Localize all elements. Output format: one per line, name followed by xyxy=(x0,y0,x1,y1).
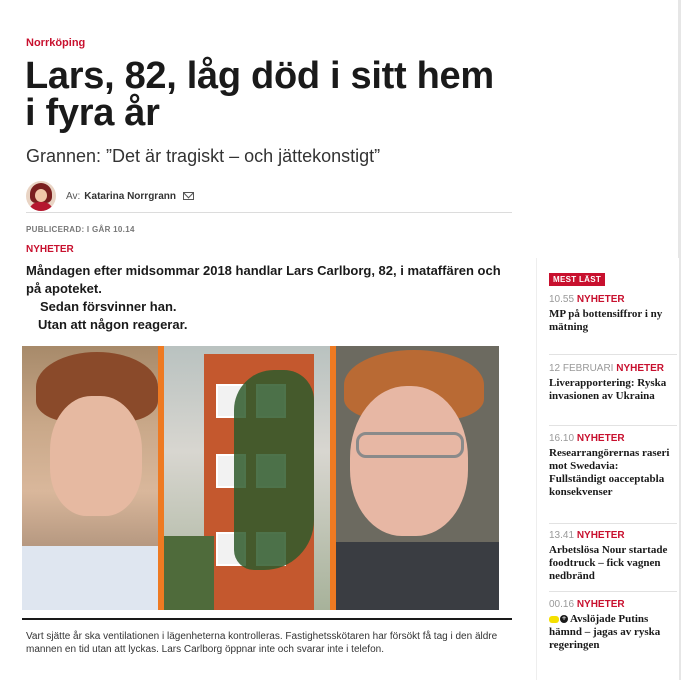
item-time: 16.10 xyxy=(549,433,575,444)
section-label[interactable]: Norrköping xyxy=(26,37,86,49)
item-title[interactable]: MP på bottensiffror i ny mätning xyxy=(549,308,663,333)
most-read-item[interactable] xyxy=(549,294,677,334)
photo-rule xyxy=(22,618,512,620)
author-name[interactable]: Katarina Norrgrann xyxy=(84,190,176,202)
most-read-sidebar xyxy=(536,258,679,680)
item-time: 12 FEBRUARI xyxy=(549,363,614,374)
photo-portrait-old xyxy=(336,346,499,610)
author-avatar[interactable] xyxy=(26,181,56,211)
item-title[interactable]: Researrangörernas raseri mot Swedavia: Fullständigt oacceptabla konsekvenser xyxy=(549,447,670,498)
photo-building xyxy=(164,346,330,610)
article-lead xyxy=(26,262,516,334)
item-time: 00.16 xyxy=(549,599,575,610)
sidebar-divider xyxy=(549,523,677,524)
item-tag: NYHETER xyxy=(576,599,625,610)
article-photo[interactable] xyxy=(22,346,499,610)
most-read-item[interactable] xyxy=(549,530,677,583)
sidebar-divider xyxy=(549,425,677,426)
item-title[interactable]: Liverapportering: Ryska invasionen av Ukraina xyxy=(549,377,667,402)
item-time: 10.55 xyxy=(549,294,575,305)
sidebar-divider xyxy=(549,591,677,592)
most-read-item[interactable] xyxy=(549,599,677,652)
most-read-item[interactable] xyxy=(549,363,677,403)
item-title[interactable]: Avslöjade Putins hämnd – jagas av ryska regeringen xyxy=(549,613,661,651)
sidebar-divider xyxy=(549,354,677,355)
article-body: Vart sjätte år ska ventilationen i lägenheterna kontrolleras. Fastighetsskötaren har försökt få tag i den äldre mannen en tid utan att lyckas. Lars Carlborg öppnar inte och svarar inte i telefon. xyxy=(26,631,498,655)
published-time: PUBLICERAD: I GÅR 10.14 xyxy=(26,225,135,234)
lead-paragraph: Utan att någon reagerar. xyxy=(38,317,188,332)
mail-icon[interactable] xyxy=(183,192,194,200)
item-title[interactable]: Arbetslösa Nour startade foodtruck – fick vagnen nedbränd xyxy=(549,544,668,582)
most-read-label: MEST LÄST xyxy=(549,273,605,286)
byline xyxy=(26,178,512,214)
item-time: 13.41 xyxy=(549,530,575,541)
article-subheadline: Grannen: ”Det är tragiskt – och jättekonstigt” xyxy=(26,146,381,166)
most-read-item[interactable] xyxy=(549,433,677,499)
live-indicator-icon xyxy=(549,616,559,623)
item-tag: NYHETER xyxy=(616,363,665,374)
photo-portrait-young xyxy=(22,346,158,610)
lead-paragraph: Måndagen efter midsommar 2018 handlar Lars Carlborg, 82, i mataffären och på apoteket. xyxy=(26,263,501,296)
item-tag: NYHETER xyxy=(576,530,625,541)
article-headline: Lars, 82, låg död i sitt hem i fyra år xyxy=(25,55,494,134)
lead-paragraph: Sedan försvinner han. xyxy=(40,299,177,314)
article-tag[interactable]: NYHETER xyxy=(26,244,74,255)
byline-divider xyxy=(26,212,512,213)
plus-icon: + xyxy=(561,614,567,624)
byline-prefix: Av: xyxy=(66,190,81,202)
item-tag: NYHETER xyxy=(576,294,625,305)
item-tag: NYHETER xyxy=(576,433,625,444)
